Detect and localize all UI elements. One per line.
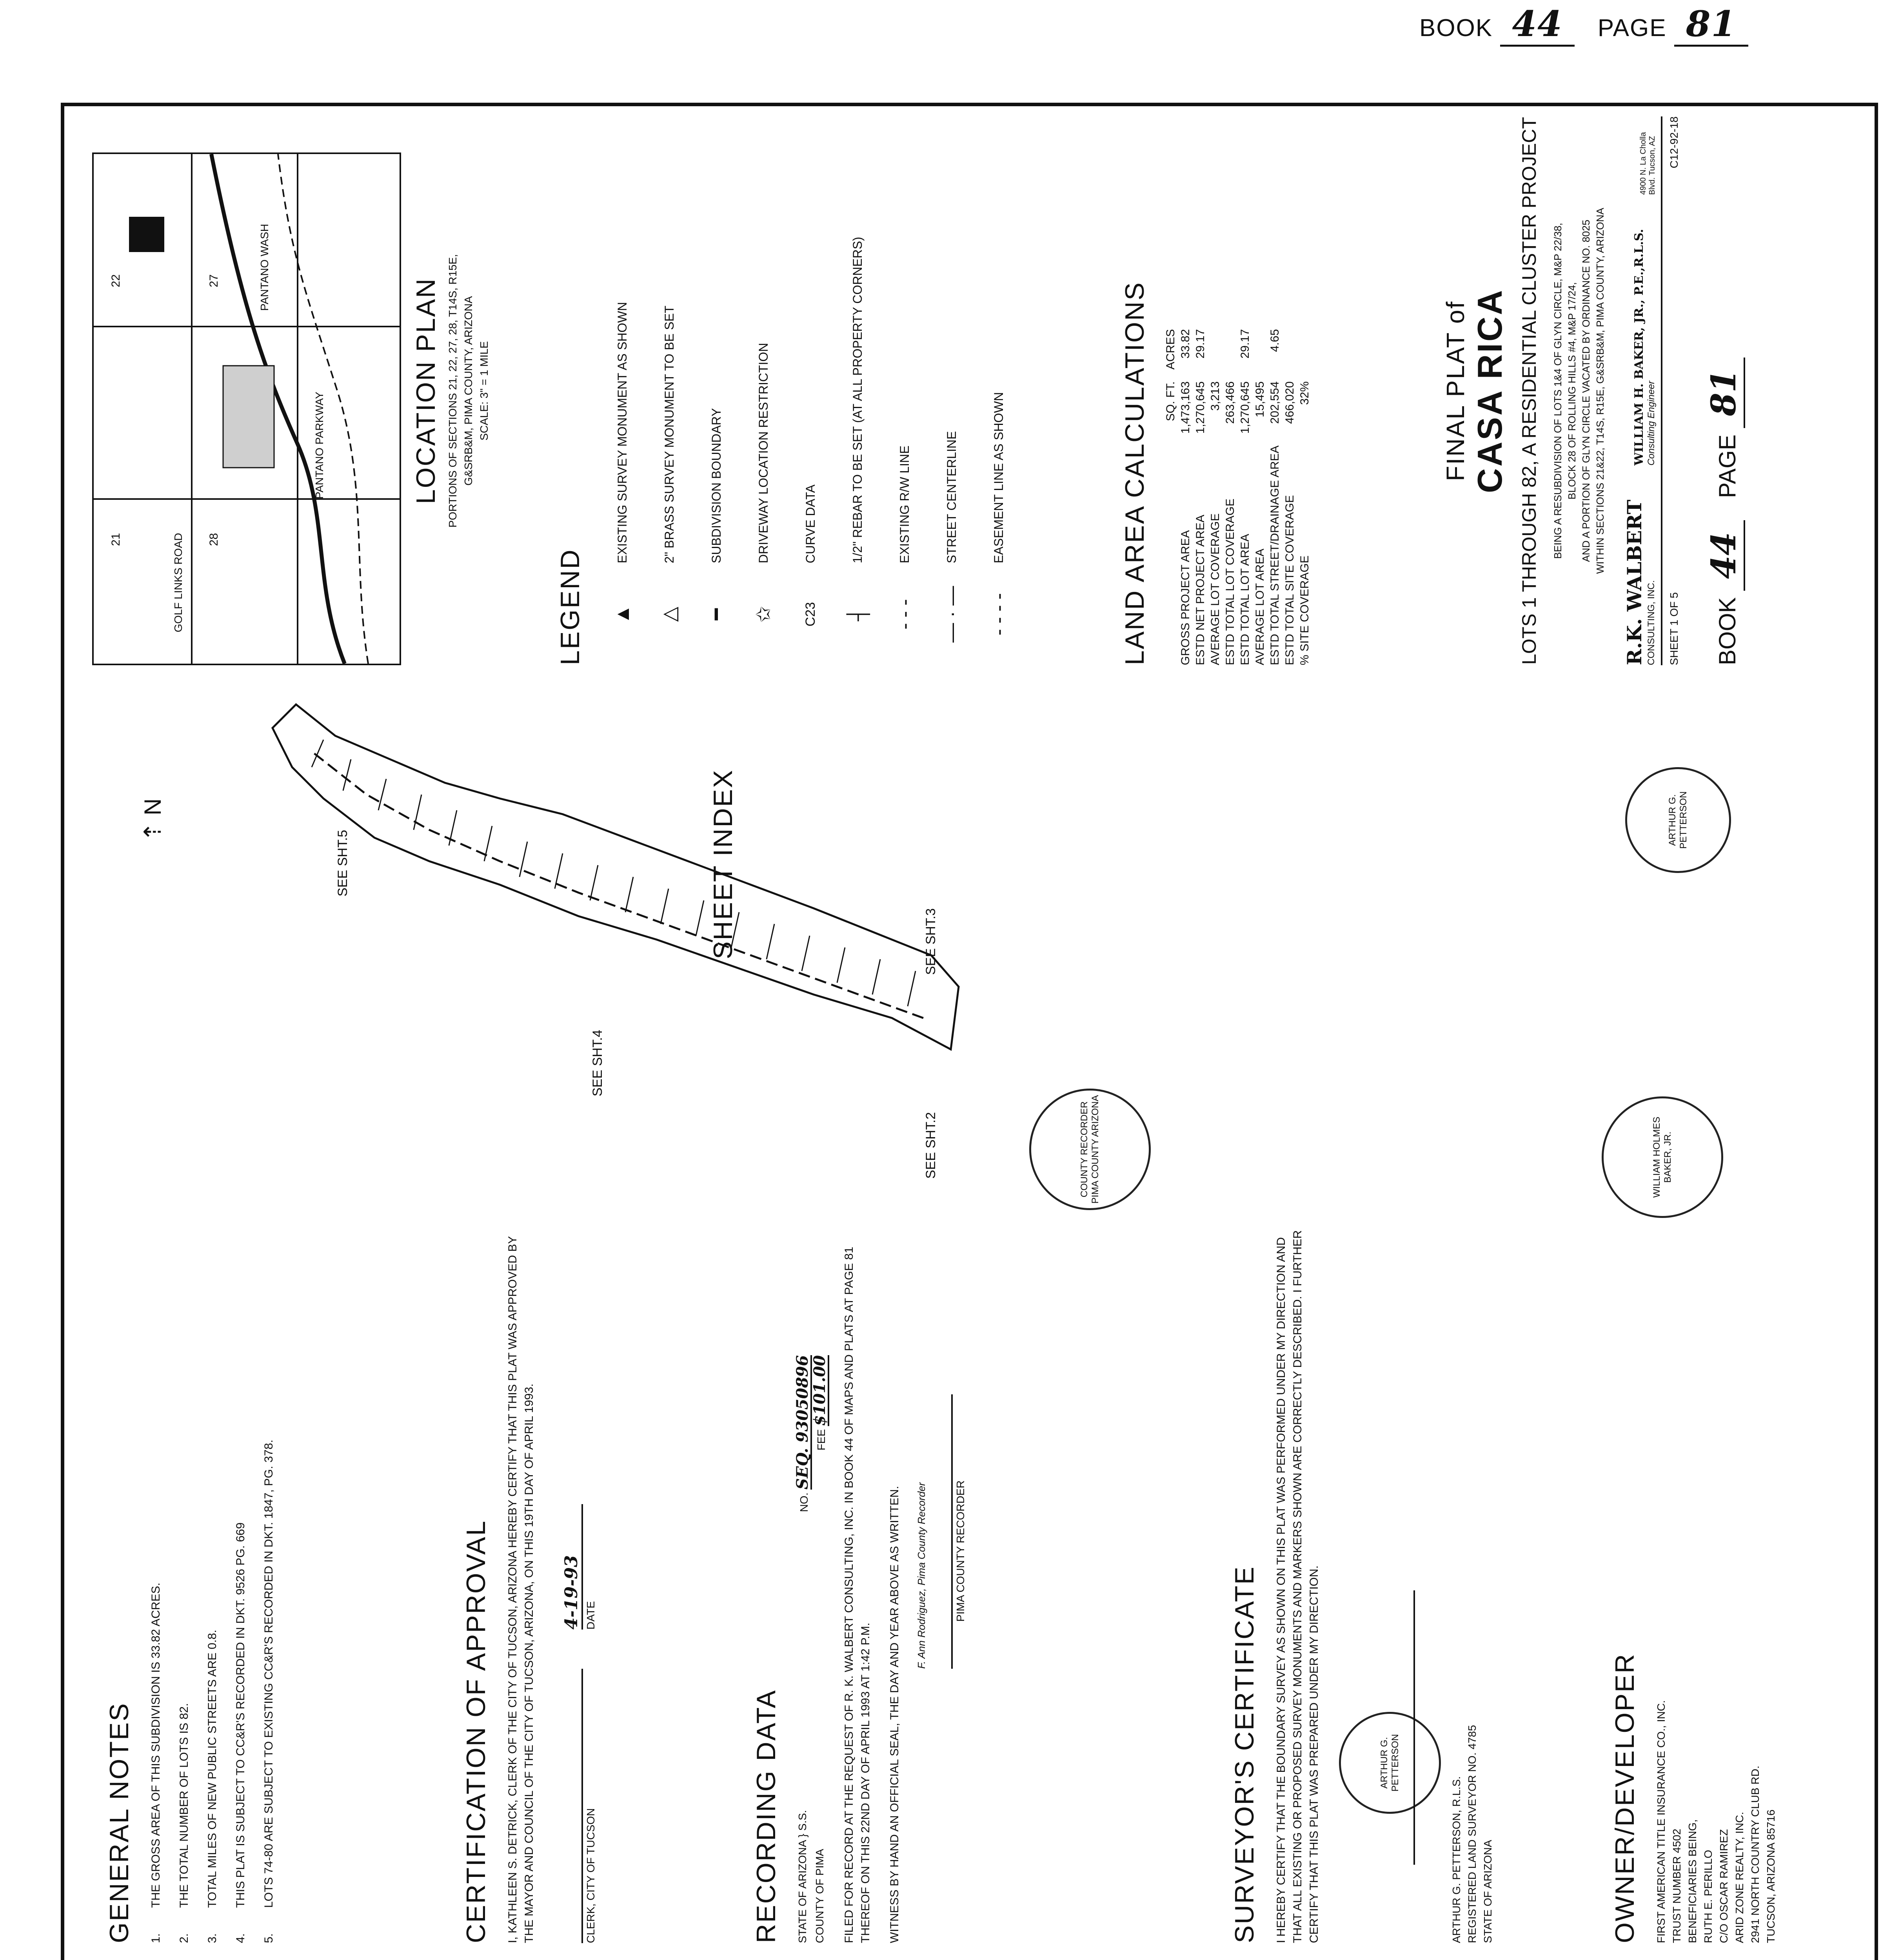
- legend-text: STREET CENTERLINE: [944, 431, 959, 563]
- legend-text: 2" BRASS SURVEY MONUMENT TO BE SET: [662, 305, 676, 563]
- location-map: [92, 152, 401, 665]
- sheet-label-2: SEE SHT.2: [923, 1112, 938, 1179]
- location-map-drawing: [94, 154, 400, 664]
- legend-text: CURVE DATA: [803, 485, 817, 563]
- cell: 33.82: [1179, 329, 1192, 359]
- cell: GROSS PROJECT AREA: [1179, 530, 1192, 665]
- sheet-label-5: SEE SHT.5: [335, 829, 350, 897]
- approval-date-label: DATE: [585, 1601, 597, 1630]
- title-description: [1551, 116, 1607, 665]
- recording-county-row: [812, 1355, 829, 1943]
- cell: ESTD TOTAL SITE COVERAGE: [1283, 495, 1296, 665]
- recording-fee: [812, 1355, 829, 1450]
- sheet-number: SHEET 1 OF 5: [1668, 592, 1680, 665]
- recording-section: [751, 1218, 968, 1943]
- middle-column: [61, 1218, 1878, 1943]
- cell: [1297, 317, 1312, 369]
- note-number: 4.: [234, 1933, 247, 1943]
- col-header: SQ. FT.: [1164, 381, 1177, 421]
- legend-section: [555, 116, 1022, 665]
- approval-body: I, KATHLEEN S. DETRICK, CLERK OF THE CITY OF TUCSON, ARIZONA HEREBY CERTIFY THAT THIS PLAT WAS APPROVED BY THE MAYOR AND COUNCIL OF THE CITY OF TUCSON, ARIZONA, ON THIS 19TH DAY OF APRIL 1993.: [506, 1236, 536, 1943]
- title-line-1: FINAL PLAT of: [1441, 300, 1470, 481]
- note-item: [148, 1218, 164, 1943]
- fee-value: $101.00: [810, 1355, 829, 1426]
- recorder-stamp: F. Ann Rodriguez, Pima County Recorder: [916, 1482, 927, 1669]
- legend-item: [928, 116, 975, 665]
- page-value: 81: [1674, 3, 1748, 47]
- cell: [1208, 317, 1223, 369]
- land-area-title: LAND AREA CALCULATIONS: [1120, 281, 1150, 665]
- monument-icon: ▲: [611, 604, 633, 624]
- description-line: BEING A RESUBDIVISION OF LOTS 1&4 OF GLYN CIRCLE, M&P 22/38,: [1552, 223, 1564, 559]
- owner-line: TUCSON, ARIZONA 85716: [1765, 1809, 1777, 1943]
- note-number: 3.: [206, 1933, 219, 1943]
- recording-body: FILED FOR RECORD AT THE REQUEST OF R. K. WALBERT CONSULTING, INC. IN BOOK 44 OF MAPS AND PLATS AT PAGE 81 THEREOF ON THIS 22ND DAY OF APRIL 1993 AT 1:42 P.M.: [843, 1247, 872, 1943]
- cell: ESTD TOTAL LOT AREA: [1239, 534, 1252, 665]
- no-value: SEQ. 93050896: [793, 1355, 812, 1490]
- firm-address: 4900 N. La Cholla Blvd. Tucson, AZ: [1639, 132, 1657, 195]
- map-label-pantano-parkway: PANTANO PARKWAY: [313, 392, 325, 499]
- legend-text: DRIVEWAY LOCATION RESTRICTION: [756, 343, 770, 563]
- recording-state: STATE OF ARIZONA } S.S.: [796, 1810, 808, 1943]
- boundary-line-icon: ━: [705, 608, 727, 621]
- note-item: [176, 1218, 193, 1943]
- star-icon: ✩: [752, 606, 774, 622]
- cell: AVERAGE LOT AREA: [1253, 548, 1266, 665]
- land-area-section: [1119, 116, 1312, 665]
- legend-item: [599, 116, 646, 665]
- surveyor-body: I HEREBY CERTIFY THAT THE BOUNDARY SURVEY AS SHOWN ON THIS PLAT WAS PERFORMED UNDER MY DIRECTION AND THAT ALL EXISTING OR PROPOSED SURVEY MONUMENTS AND MARKERS SHOWN ARE CORRECTLY DESCRIBED. I FURTHER CERTIFY THAT THIS PLAT WAS PREPARED UNDER MY DIRECTION.: [1275, 1230, 1321, 1943]
- note-text: THE GROSS AREA OF THIS SUBDIVISION IS 33.82 ACRES.: [149, 1583, 162, 1908]
- sheet-label-3: SEE SHT.3: [923, 908, 938, 975]
- owner-section: [1610, 1218, 1779, 1943]
- table-row: [1283, 317, 1297, 665]
- surveyor-section: [1229, 1218, 1496, 1943]
- legend-item: [834, 116, 881, 665]
- note-text: THIS PLAT IS SUBJECT TO CC&R'S RECORDED IN DKT. 9526 PG. 669: [234, 1522, 247, 1908]
- owner-title: OWNER/DEVELOPER: [1610, 1653, 1640, 1943]
- fee-label: FEE: [815, 1429, 827, 1451]
- location-subtitle-1: PORTIONS OF SECTIONS 21, 22, 27, 28, T14S, R15E,: [447, 254, 459, 528]
- note-text: LOTS 74-80 ARE SUBJECT TO EXISTING CC&R'S RECORDED IN DKT. 1847, PG. 378.: [262, 1439, 275, 1908]
- surveyor-name-3: STATE OF ARIZONA: [1482, 1840, 1494, 1943]
- cell: 1,270,645: [1194, 381, 1207, 434]
- right-column: [61, 116, 1878, 665]
- location-plan-section: [92, 116, 492, 665]
- owner-line: C/O OSCAR RAMIREZ: [1718, 1829, 1730, 1943]
- cell: AVERAGE LOT COVERAGE: [1209, 513, 1222, 665]
- engineer-sub: Consulting Engineer: [1646, 381, 1657, 466]
- legend-item: [693, 116, 740, 665]
- recording-county: COUNTY OF PIMA: [814, 1849, 826, 1943]
- recording-no: [795, 1355, 812, 1512]
- surveyor-seal: ARTHUR G. PETTERSON: [1339, 1712, 1441, 1814]
- legend-text: EASEMENT LINE AS SHOWN: [991, 392, 1006, 563]
- curve-data-icon: C23: [803, 602, 818, 627]
- cell: ESTD TOTAL LOT COVERAGE: [1224, 498, 1237, 665]
- map-section-28: 28: [207, 533, 220, 546]
- legend-title: LEGEND: [555, 548, 585, 665]
- approval-section: [461, 1218, 599, 1943]
- engineer-seal: WILLIAM HOLMES BAKER, JR.: [1602, 1096, 1723, 1218]
- legend-text: EXISTING SURVEY MONUMENT AS SHOWN: [615, 302, 629, 563]
- table-row: [1178, 317, 1193, 665]
- legend-item: [787, 116, 834, 665]
- note-number: 2.: [178, 1933, 191, 1943]
- cell: ESTD TOTAL STREET/DRAINAGE AREA: [1268, 445, 1281, 665]
- firm-sub: CONSULTING, INC.: [1646, 580, 1657, 665]
- note-item: [233, 1218, 249, 1943]
- legend-item: [975, 116, 1022, 665]
- legend-item: [646, 116, 693, 665]
- land-area-header: [1163, 317, 1178, 665]
- legend-item: [740, 116, 787, 665]
- recorder-signature: [928, 1394, 953, 1669]
- firm-logo: [1623, 500, 1657, 665]
- cell: 1,473,163: [1179, 381, 1192, 434]
- cell: % SITE COVERAGE: [1298, 555, 1311, 665]
- table-row: [1297, 317, 1312, 665]
- description-line: WITHIN SECTIONS 21&22, T14S, R15E, G&SRB&M, PIMA COUNTY, ARIZONA: [1594, 208, 1606, 574]
- clerk-signature: [550, 1669, 583, 1943]
- description-line: AND A PORTION OF GLYN CIRCLE VACATED BY ORDINANCE NO. 8025: [1580, 220, 1592, 562]
- no-label: NO.: [798, 1492, 810, 1512]
- note-number: 1.: [149, 1933, 162, 1943]
- sheet-index-title: SHEET INDEX: [708, 769, 738, 959]
- legend-item: [881, 116, 928, 665]
- general-notes-list: [148, 1218, 277, 1943]
- legend-text: EXISTING R/W LINE: [897, 445, 912, 563]
- table-row: [1253, 317, 1268, 665]
- surveyor-title: SURVEYOR'S CERTIFICATE: [1230, 1565, 1259, 1943]
- centerline-icon: — · —: [941, 586, 963, 643]
- map-section-27: 27: [207, 274, 220, 287]
- plat-content: [61, 103, 1878, 1960]
- north-arrow-icon: ⇡ N: [140, 798, 166, 842]
- description-line: BLOCK 28 OF ROLLING HILLS #4, M&P 17/24,: [1566, 282, 1578, 500]
- cell: 263,466: [1224, 381, 1237, 424]
- rw-line-icon: - - -: [894, 599, 916, 630]
- county-recorder-seal: COUNTY RECORDER PIMA COUNTY ARIZONA: [1029, 1089, 1151, 1210]
- owner-line: 2941 NORTH COUNTRY CLUB RD.: [1749, 1766, 1761, 1943]
- easement-line-icon: - - - -: [988, 593, 1010, 636]
- map-label-golf-links: GOLF LINKS ROAD: [172, 533, 184, 632]
- col-header: [1163, 434, 1178, 665]
- surveyor-name-1: ARTHUR G. PETTERSON, R.L.S.: [1450, 1776, 1462, 1943]
- drawing-number: C12-92-18: [1668, 116, 1680, 169]
- legend-text: 1/2" REBAR TO BE SET (AT ALL PROPERTY CORNERS): [850, 237, 865, 563]
- recording-title: RECORDING DATA: [751, 1689, 781, 1943]
- legend-text: SUBDIVISION BOUNDARY: [709, 408, 723, 563]
- surveyor-name-2: REGISTERED LAND SURVEYOR NO. 4785: [1466, 1725, 1478, 1943]
- cell: 202,554: [1268, 381, 1281, 424]
- general-notes-section: [104, 1218, 289, 1943]
- surveyor-signature-area: [1335, 1218, 1449, 1943]
- cell: 3,213: [1209, 381, 1222, 411]
- owner-line: BENEFICIARIES BEING,: [1686, 1819, 1699, 1943]
- cell: 32%: [1298, 381, 1311, 405]
- rebar-icon: ┤: [847, 607, 868, 621]
- approval-label-row: [583, 1218, 599, 1943]
- title-block: [1441, 116, 1745, 665]
- cell: [1253, 317, 1268, 369]
- location-subtitle-3: SCALE: 3" = 1 MILE: [478, 341, 490, 441]
- sheet-row: [1668, 116, 1680, 665]
- cell: 15,495: [1253, 381, 1266, 417]
- footer-book-label: BOOK: [1714, 597, 1740, 665]
- footer-page-label: PAGE: [1714, 434, 1740, 498]
- surveyor-seal-2: ARTHUR G. PETTERSON: [1625, 767, 1731, 873]
- land-area-table: [1163, 317, 1312, 665]
- note-text: TOTAL MILES OF NEW PUBLIC STREETS ARE 0.8.: [206, 1630, 219, 1908]
- note-text: THE TOTAL NUMBER OF LOTS IS 82.: [178, 1703, 191, 1908]
- header-book: [1419, 3, 1748, 47]
- note-item: [204, 1218, 221, 1943]
- table-row: [1193, 317, 1208, 665]
- general-notes-title: GENERAL NOTES: [104, 1702, 134, 1943]
- cell: 1,270,645: [1239, 381, 1252, 434]
- map-section-21: 21: [109, 533, 122, 546]
- map-label-pantano-wash: PANTANO WASH: [258, 224, 271, 311]
- table-row: [1208, 317, 1223, 665]
- note-number: 5.: [262, 1933, 275, 1943]
- book-label: BOOK: [1419, 15, 1493, 42]
- surveyor-signature-line: [1413, 1590, 1415, 1865]
- note-item: [261, 1218, 277, 1943]
- firm-name: R.K. WALBERT: [1623, 499, 1646, 665]
- cell: [1223, 317, 1238, 369]
- approval-title: CERTIFICATION OF APPROVAL: [461, 1519, 491, 1943]
- owner-line: ARID ZONE REALTY, INC.: [1733, 1811, 1746, 1943]
- map-section-22: 22: [109, 274, 122, 287]
- engineer-name: WILLIAM H. BAKER, JR., P.E.,R.L.S.: [1632, 229, 1646, 466]
- recording-state-row: [795, 1355, 812, 1943]
- cell: 29.17: [1239, 329, 1252, 359]
- approval-date: 4-19-93: [561, 1504, 583, 1630]
- title-line-3: LOTS 1 THROUGH 82, A RESIDENTIAL CLUSTER PROJECT: [1518, 117, 1540, 665]
- col-header: ACRES: [1164, 329, 1177, 370]
- table-row: [1238, 317, 1253, 665]
- engineer-block: [1632, 229, 1657, 466]
- book-value: 44: [1500, 3, 1574, 47]
- location-subtitle-2: G&SRB&M, PIMA COUNTY, ARIZONA: [462, 296, 474, 486]
- approval-sig-row: [550, 1218, 583, 1943]
- recorder-label: PIMA COUNTY RECORDER: [954, 1480, 966, 1622]
- footer-page-value: 81: [1704, 358, 1745, 428]
- cell: 4.65: [1268, 329, 1281, 352]
- owner-line: TRUST NUMBER 4502: [1671, 1828, 1683, 1943]
- brass-monument-icon: △: [658, 606, 680, 622]
- firm-row: [1623, 116, 1662, 665]
- cell: [1283, 317, 1297, 369]
- footer-book-page: [1704, 116, 1745, 665]
- cell: 29.17: [1194, 329, 1207, 359]
- index-column: [61, 685, 1878, 1204]
- title-line-2: CASA RICA: [1470, 289, 1509, 493]
- sheet-label-4: SEE SHT.4: [590, 1029, 605, 1096]
- recording-witness: WITNESS BY HAND AN OFFICIAL SEAL, THE DAY AND YEAR ABOVE AS WRITTEN.: [888, 1486, 901, 1943]
- clerk-label: CLERK, CITY OF TUCSON: [585, 1808, 597, 1943]
- location-plan-title: LOCATION PLAN: [411, 277, 441, 505]
- owner-line: RUTH E. PERILLO: [1702, 1849, 1714, 1943]
- page-label: PAGE: [1597, 15, 1667, 42]
- table-row: [1268, 317, 1283, 665]
- cell: ESTD NET PROJECT AREA: [1194, 515, 1207, 665]
- owner-line: FIRST AMERICAN TITLE INSURANCE CO., INC.: [1655, 1700, 1667, 1943]
- footer-book-value: 44: [1704, 520, 1745, 591]
- table-row: [1223, 317, 1238, 665]
- cell: 466,020: [1283, 381, 1296, 424]
